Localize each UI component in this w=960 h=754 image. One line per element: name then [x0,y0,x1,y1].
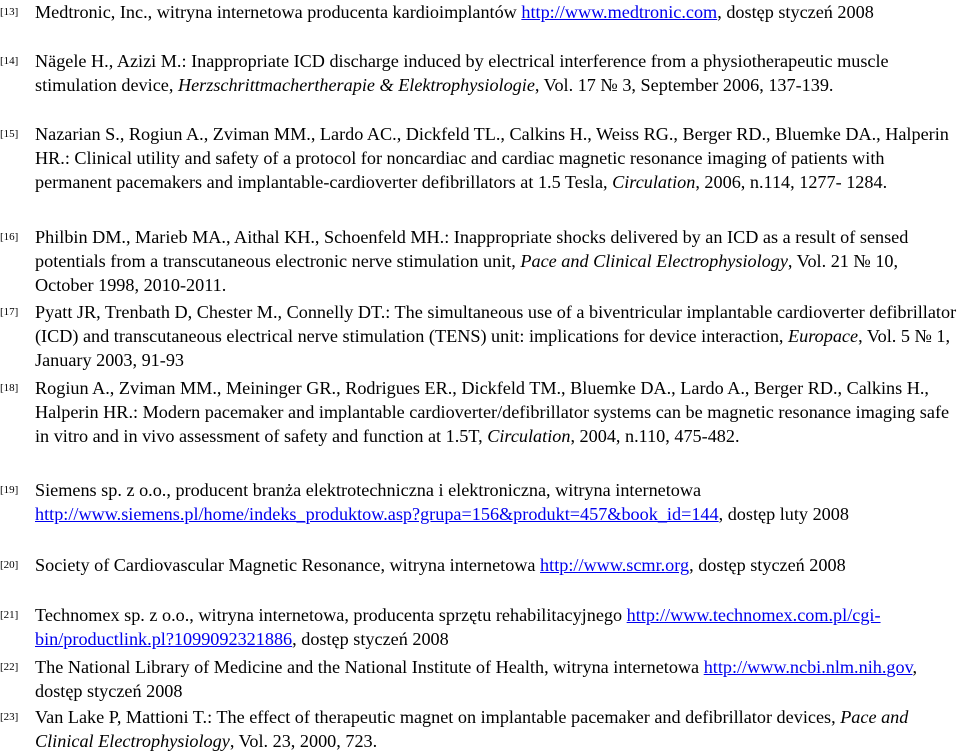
reference-item [0,553,960,577]
reference-details: , Vol. 23, 2000, 723. [229,731,378,752]
reference-journal: Pace and Clinical Electrophysiology [35,707,909,752]
reference-title: : Clinical utility and safety of a protocol for noncardiac and cardiac magnetic resonance imaging of patients with permanent pacemakers and implantable-cardioverter defibrillators at 1.5 Tesla, [35,148,885,193]
reference-title: : The simultaneous use of a biventricular implantable cardioverter defibrillator (ICD) and transcutaneous electrical nerve stimulation (TENS) unit: implications for device interaction, [35,302,957,347]
reference-item [0,655,960,703]
reference-text: Siemens sp. z o.o., producent branża elektrotechniczna i elektroniczna, witryna internetowa [35,480,702,500]
reference-item [0,0,960,24]
reference-link[interactable]: http://www.medtronic.com [521,2,718,22]
reference-item [0,225,960,298]
reference-number: [21] [0,609,19,621]
reference-authors: Pyatt JR, Trenbath D, Chester M., Connelly DT. [35,302,386,322]
reference-number: [23] [0,711,19,723]
reference-number: [17] [0,306,19,318]
reference-journal: Pace and Clinical Electrophysiology [520,251,788,272]
reference-authors: Rogiun A., Zviman MM., Meininger GR., Rodrigues ER., Dickfeld TM., Bluemke DA., Lardo A., Berger RD., Calkins H., Halperin HR. [35,378,929,423]
reference-link[interactable]: http://www.scmr.org [540,555,690,575]
reference-details: , Vol. 21 № 10, October 1998, 2010-2011. [35,251,899,296]
reference-access-note: , dostęp styczeń 2008 [35,657,918,702]
reference-title: : The effect of therapeutic magnet on implantable pacemaker and defibrillator devices, [207,707,841,727]
reference-access-note: , dostęp styczeń 2008 [689,555,846,575]
reference-journal: Herzschrittmachertherapie & Elektrophysiologie [177,75,535,96]
reference-number: [16] [0,231,19,243]
reference-text: Technomex sp. z o.o., witryna internetowa, producenta sprzętu rehabilitacyjnego [35,605,627,625]
reference-journal: Circulation [487,426,571,447]
reference-authors: Philbin DM., Marieb MA., Aithal KH., Schoenfeld MH. [35,227,445,247]
reference-text: The National Library of Medicine and the National Institute of Health, witryna internetowa [35,657,704,677]
reference-link[interactable]: http://www.technomex.com.pl/cgi-bin/productlink.pl?1099092321886 [35,605,881,650]
reference-title: : Inappropriate shocks delivered by an ICD as a result of sensed potentials from a transcutaneous electronic nerve stimulation unit, [35,227,909,272]
reference-number: [22] [0,661,19,673]
reference-details: , Vol. 5 № 1, January 2003, 91-93 [35,326,951,371]
reference-item [0,603,960,651]
reference-number: [13] [0,6,19,18]
reference-item [0,49,960,97]
reference-access-note: , dostęp styczeń 2008 [717,2,874,22]
reference-title: : Inappropriate ICD discharge induced by electrical interference from a physiotherapeutic muscle stimulation device, [35,51,889,96]
reference-number: [14] [0,55,19,67]
reference-authors: Nazarian S., Rogiun A., Zviman MM., Lardo AC., Dickfeld TL., Calkins H., Weiss RG., Berger RD., Bluemke DA., Halperin HR. [35,124,949,169]
reference-item [0,705,960,753]
reference-access-note: , dostęp styczeń 2008 [292,629,449,650]
reference-access-note: , dostęp luty 2008 [718,504,849,525]
reference-journal: Europace [788,326,859,347]
reference-details: , 2006, n.114, 1277- 1284. [695,172,888,193]
reference-item [0,478,960,526]
reference-authors: Nägele H., Azizi M. [35,51,182,71]
reference-text: Society of Cardiovascular Magnetic Resonance, witryna internetowa [35,555,541,575]
reference-number: [20] [0,559,19,571]
reference-journal: Circulation [612,172,696,193]
reference-details: , Vol. 17 № 3, September 2006, 137-139. [534,75,834,96]
reference-item [0,300,960,373]
reference-link[interactable]: http://www.ncbi.nlm.nih.gov [703,657,913,677]
reference-number: [15] [0,128,19,140]
reference-link[interactable]: http://www.siemens.pl/home/indeks_produktow.asp?grupa=156&produkt=457&book_id=144 [35,504,719,525]
reference-number: [18] [0,382,19,394]
reference-details: , 2004, n.110, 475-482. [570,426,740,447]
reference-item [0,122,960,195]
reference-item [0,376,960,449]
reference-number: [19] [0,484,19,496]
reference-title: : Modern pacemaker and implantable cardioverter/defibrillator systems can be magnetic resonance imaging safe in vitro and in vivo assessment of safety and function at 1.5T, [35,402,950,447]
reference-authors: Van Lake P, Mattioni T. [35,707,208,727]
reference-text: Medtronic, Inc., witryna internetowa producenta kardioimplantów [35,2,522,22]
